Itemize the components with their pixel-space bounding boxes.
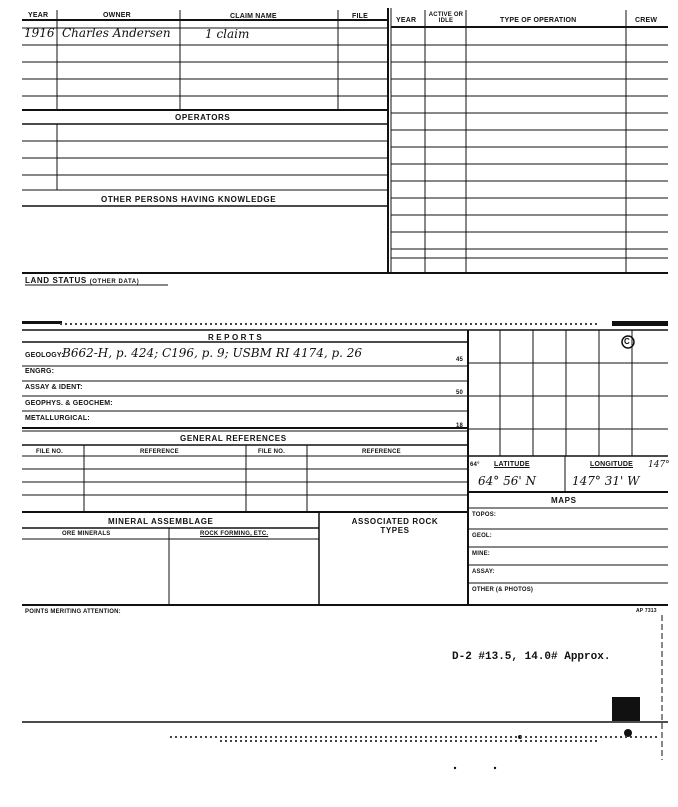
assay-number: 50 — [456, 390, 464, 396]
latitude-label: LATITUDE — [494, 461, 530, 468]
geology-number: 45 — [456, 357, 464, 363]
land-status-label: LAND STATUS (OTHER DATA) — [25, 276, 140, 285]
latitude-prefix: 64° — [470, 462, 480, 468]
file-header: FILE — [352, 13, 368, 20]
ref-file-no-header-2: FILE NO. — [258, 449, 285, 455]
general-references-title: GENERAL REFERENCES — [180, 434, 287, 443]
form-code: AP 7313 — [636, 608, 657, 614]
maps-assay-label: ASSAY: — [472, 569, 495, 575]
engrg-label: ENGRG: — [25, 368, 55, 375]
geology-label: GEOLOGY: — [25, 352, 64, 359]
rock-forming-header: ROCK FORMING, ETC. — [200, 531, 269, 537]
owner-header: OWNER — [103, 12, 131, 19]
maps-other-label: OTHER (& PHOTOS) — [472, 587, 534, 593]
maps-topos-label: TOPOS: — [472, 512, 497, 518]
maps-mine-label: MINE: — [472, 551, 490, 557]
metallurgical-number: 18 — [456, 423, 464, 429]
longitude-suffix: 147° — [648, 460, 670, 470]
circle-mark: C — [624, 337, 630, 346]
assay-ident-label: ASSAY & IDENT: — [25, 384, 83, 391]
ore-minerals-header: ORE MINERALS — [62, 531, 111, 537]
geophys-geochem-label: GEOPHYS. & GEOCHEM: — [25, 400, 113, 407]
claim-row-1-claim-name: 1 claim — [205, 27, 250, 41]
ref-reference-header-2: REFERENCE — [362, 449, 401, 455]
points-meriting-attention-note: D-2 #13.5, 14.0# Approx. — [452, 651, 611, 663]
other-persons-label: OTHER PERSONS HAVING KNOWLEDGE — [101, 195, 277, 204]
ref-file-no-header-1: FILE NO. — [36, 449, 63, 455]
latitude-value: 64° 56' N — [478, 474, 536, 488]
claim-row-1-owner: Charles Andersen — [62, 26, 171, 40]
crew-header: CREW — [635, 17, 658, 24]
operations-year-header: YEAR — [396, 17, 417, 24]
geology-value: B662-H, p. 424; C196, p. 9; USBM RI 4174, p. 26 — [62, 346, 363, 360]
ref-reference-header-1: REFERENCE — [140, 449, 179, 455]
claims-year-header: YEAR — [28, 12, 49, 19]
mineral-assemblage-title: MINERAL ASSEMBLAGE — [108, 517, 214, 526]
type-of-operation-header: TYPE OF OPERATION — [500, 17, 577, 24]
points-meriting-attention-label: POINTS MERITING ATTENTION: — [25, 609, 121, 615]
active-or-idle-header: ACTIVE OR IDLE — [428, 12, 464, 24]
maps-geol-label: GEOL: — [472, 533, 492, 539]
associated-rock-types-header: ASSOCIATED ROCK TYPES — [351, 517, 439, 535]
claim-row-1-year: 1916 — [24, 26, 55, 40]
maps-title: MAPS — [551, 496, 577, 505]
reports-title: REPORTS — [208, 333, 265, 342]
longitude-label: LONGITUDE — [590, 461, 634, 468]
operators-label: OPERATORS — [175, 113, 231, 122]
longitude-value: 147° 31' W — [572, 474, 640, 488]
metallurgical-label: METALLURGICAL: — [25, 415, 90, 422]
claim-name-header: CLAIM NAME — [230, 13, 277, 20]
